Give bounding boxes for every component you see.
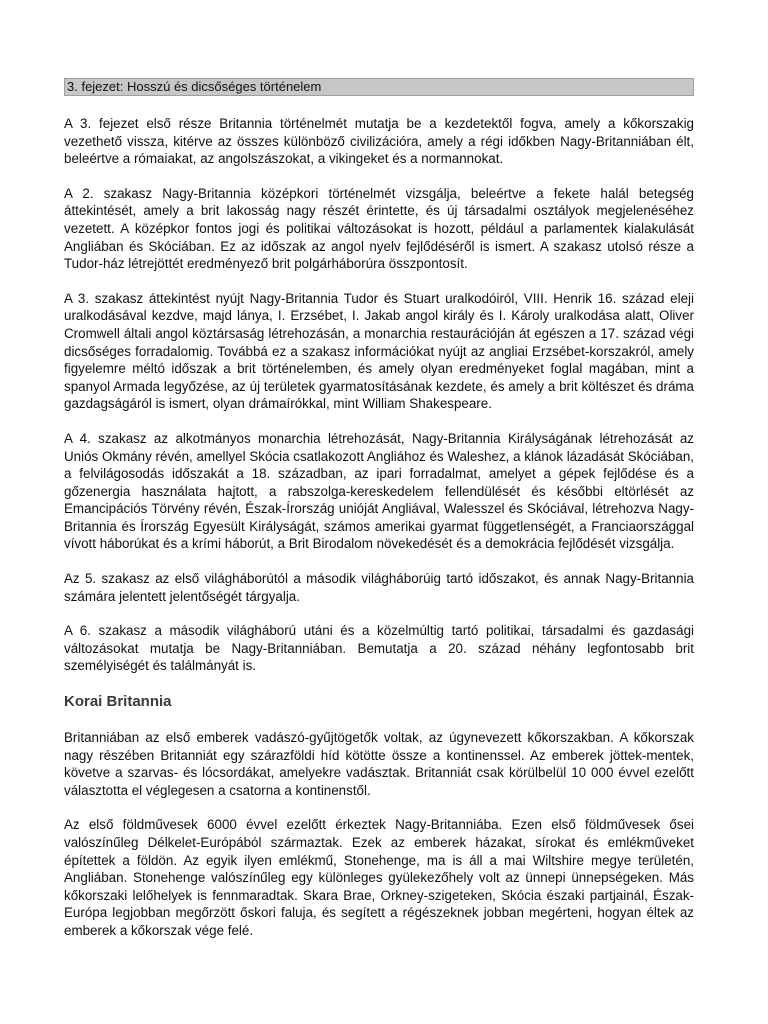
paragraph-early-britain-2: Az első földművesek 6000 évvel ezelőtt érkeztek Nagy-Britanniába. Ezen első földművesek ősei valószínűleg Délkelet-Európából származtak. Ezek az emberek házakat, sírokat és emlékműveket építettek a földön. Az egyik ilyen emlékmű, Stonehenge, ma is áll a mai Wiltshire megye területén, Angliában. Stonehenge valószínűleg egy különleges gyülekezőhely volt az ünnepi ünnepségeken. Más kőkorszaki lelőhelyek is fennmaradtak. Skara Brae, Orkney-szigeteken, Skócia északi partjainál, Észak-Európa legjobban megőrzött őskori faluja, és segített a régészeknek jobban megérteni, hogyan éltek az emberek a kőkorszak vége felé. <box>64 817 694 938</box>
paragraph-section-2: A 2. szakasz Nagy-Britannia középkori történelmét vizsgálja, beleértve a fekete halál betegség áttekintését, amely a brit lakosság nagy részét érintette, és új társadalmi osztályok megjelenéséhez vezetett. A középkor fontos jogi és politikai változásokat is hozott, például a parlamentek kialakulását Angliában és Skóciában. Ez az időszak az angol nyelv fejlődéséről is ismert. A szakasz utolsó része a Tudor-ház létrejöttét eredményező brit polgárháborúra összpontosít. <box>64 185 694 272</box>
paragraph-intro: A 3. fejezet első része Britannia történelmét mutatja be a kezdetektől fogva, amely a kőkorszakig vezethető vissza, kitérve az összes különböző civilizációra, amely a régi időkben Nagy-Britanniában élt, beleértve a rómaiakat, az angolszászokat, a vikingeket és a normannokat. <box>64 116 694 167</box>
paragraph-section-4: A 4. szakasz az alkotmányos monarchia létrehozását, Nagy-Britannia Királyságának létrehozását az Uniós Okmány révén, amellyel Skócia csatlakozott Angliához és Waleshez, a klánok lázadását Skóciában, a felvilágosodás időszakát a 18. században, az ipari forradalmat, amelyet a gépek fejlődése és a gőzenergia használata hajtott, a rabszolga-kereskedelem fellendülését és későbbi eltörlését az Emancipációs Törvény révén, Észak-Írország unióját Angliával, Walesszel és Skóciával, létrehozva Nagy-Britannia és Írország Egyesült Királyságát, számos amerikai gyarmat függetlenségét, a Franciaországgal vívott háborúkat és a krími háborút, a Brit Birodalom növekedését és a demokrácia fejlődését vizsgálja. <box>64 430 694 552</box>
section-heading: Korai Britannia <box>64 693 172 711</box>
paragraph-section-5: Az 5. szakasz az első világháborútól a második világháborúig tartó időszakot, és annak Nagy-Britannia számára jelentett jelentőségét tárgyalja. <box>64 571 694 604</box>
paragraph-section-6: A 6. szakasz a második világháború utáni és a közelmúltig tartó politikai, társadalmi és gazdasági változásokat mutatja be Nagy-Britanniában. Bemutatja a 20. század néhány legfontosabb brit személyiségét és találmányát is. <box>64 623 694 674</box>
chapter-title: 3. fejezet: Hosszú és dicsőséges történelem <box>64 78 694 96</box>
paragraph-section-3: A 3. szakasz áttekintést nyújt Nagy-Britannia Tudor és Stuart uralkodóiról, VIII. Henrik 16. század eleji uralkodásával kezdve, majd lánya, I. Erzsébet, I. Jakab angol király és I. Károly uralkodása alatt, Oliver Cromwell általi angol köztársaság létrehozásán, a monarchia restaurációján át egészen a 17. század végi dicsőséges forradalomig. Továbbá ez a szakasz információkat nyújt az angliai Erzsébet-korszakról, amely figyelemre méltó időszak a brit történelemben, és amely olyan eredményeket foglal magában, mint a spanyol Armada legyőzése, az új területek gyarmatosításának kezdete, és amely a brit költészet és dráma gazdagságáról is ismert, olyan drámaírókkal, mint William Shakespeare. <box>64 290 694 412</box>
paragraph-early-britain-1: Britanniában az első emberek vadászó-gyűjtögetők voltak, az úgynevezett kőkorszakban. A kőkorszak nagy részében Britanniát egy szárazföldi híd kötötte össze a kontinenssel. Az emberek jöttek-mentek, követve a szarvas- és lócsordákat, amelyekre vadásztak. Britanniát csak körülbelül 10 000 évvel ezelőtt választotta el véglegesen a csatorna a kontinenstől. <box>64 730 694 798</box>
